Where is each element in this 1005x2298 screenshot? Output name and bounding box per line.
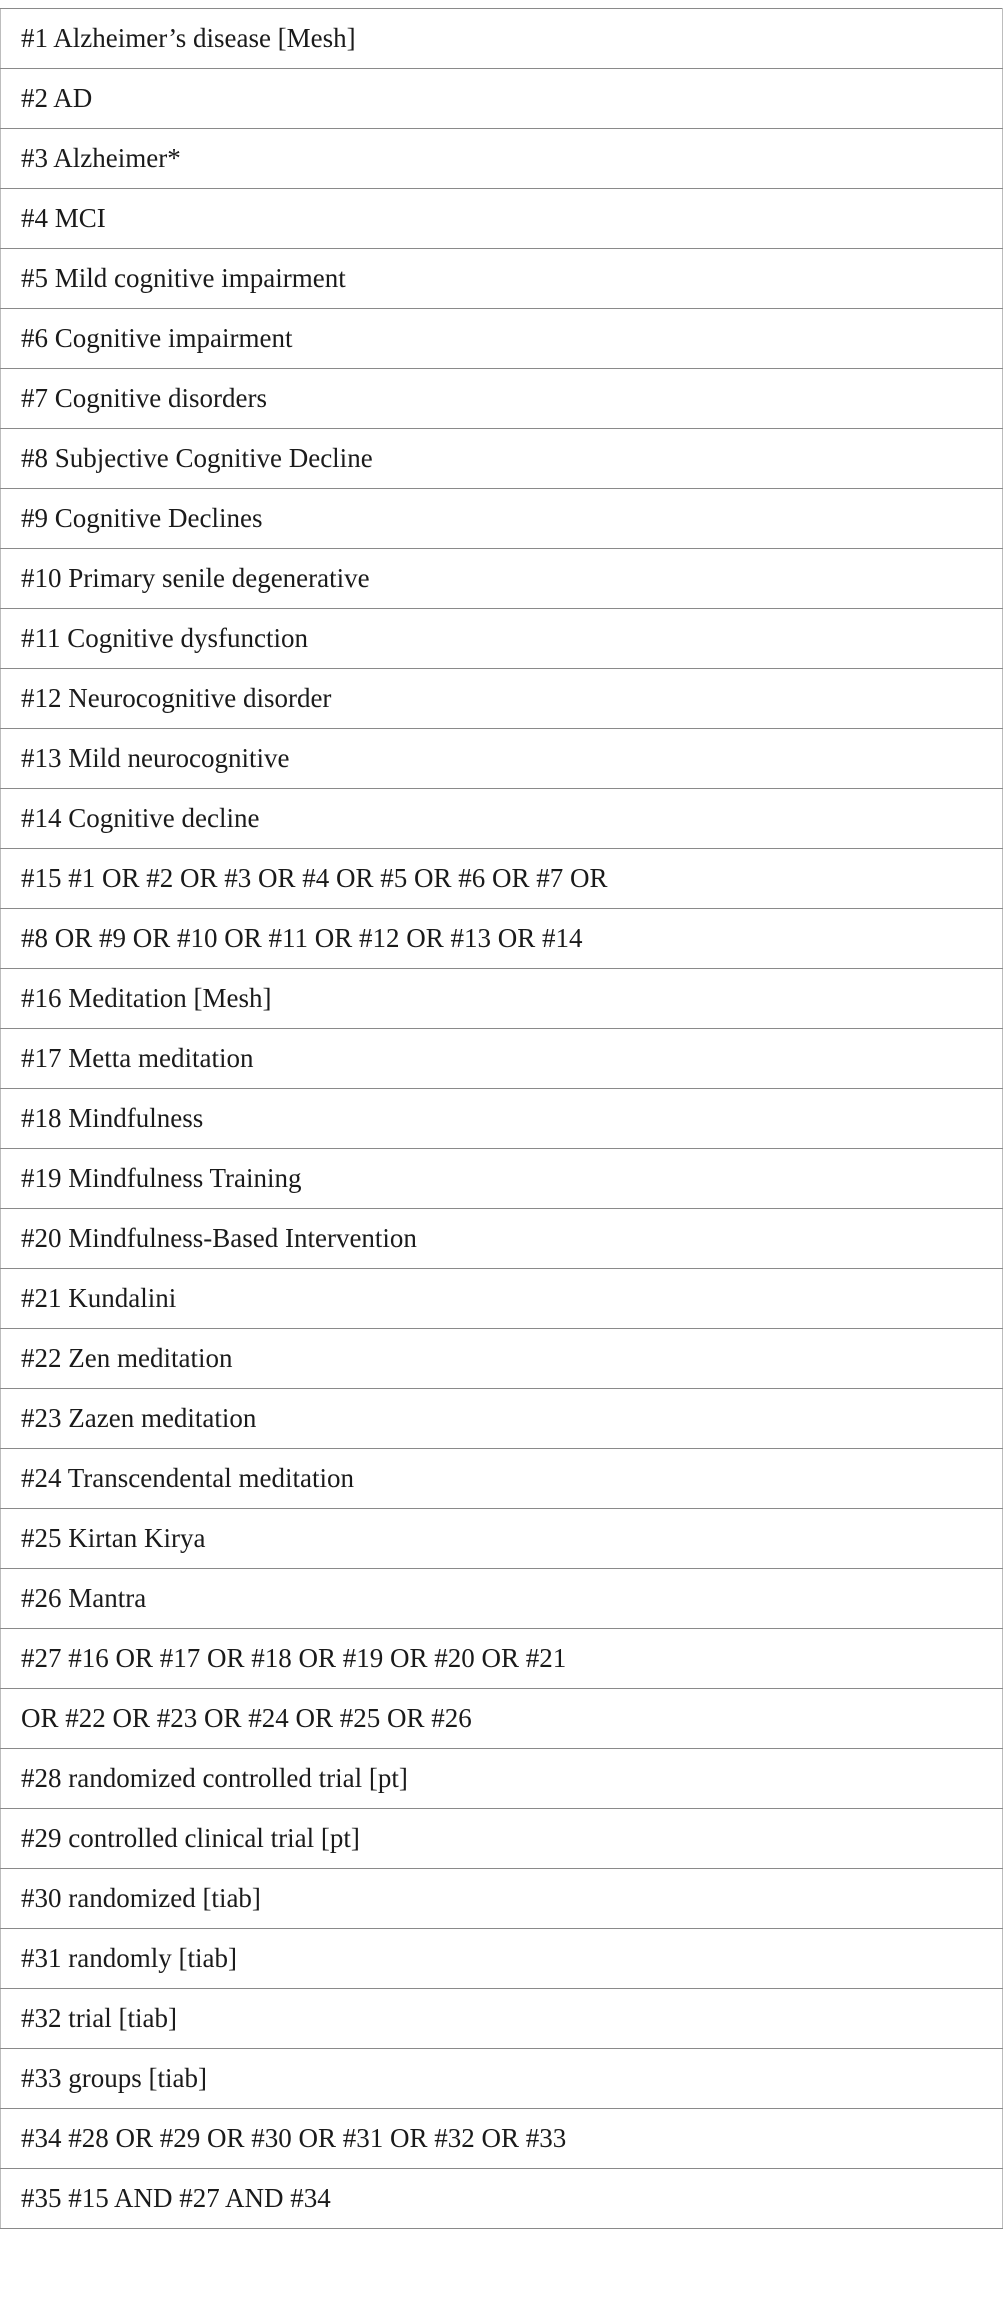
table-row [1, 909, 1003, 969]
table-row [1, 429, 1003, 489]
table-cell: #28 randomized controlled trial [pt] [1, 1749, 1003, 1809]
table-row [1, 1989, 1003, 2049]
table-row [1, 1869, 1003, 1929]
table-cell: OR #22 OR #23 OR #24 OR #25 OR #26 [1, 1689, 1003, 1749]
table-cell: #7 Cognitive disorders [1, 369, 1003, 429]
table-row [1, 189, 1003, 249]
table-row [1, 2049, 1003, 2109]
table-cell: #6 Cognitive impairment [1, 309, 1003, 369]
table-cell: #15 #1 OR #2 OR #3 OR #4 OR #5 OR #6 OR #7 OR [1, 849, 1003, 909]
table-cell: #11 Cognitive dysfunction [1, 609, 1003, 669]
table-row [1, 969, 1003, 1029]
table-cell: #13 Mild neurocognitive [1, 729, 1003, 789]
table-cell: #31 randomly [tiab] [1, 1929, 1003, 1989]
table-cell: #19 Mindfulness Training [1, 1149, 1003, 1209]
table-row [1, 1749, 1003, 1809]
table-row [1, 1449, 1003, 1509]
table-cell: #34 #28 OR #29 OR #30 OR #31 OR #32 OR #33 [1, 2109, 1003, 2169]
table-row [1, 1389, 1003, 1449]
table-cell: #33 groups [tiab] [1, 2049, 1003, 2109]
table-cell: #26 Mantra [1, 1569, 1003, 1629]
table-cell: #32 trial [tiab] [1, 1989, 1003, 2049]
table-cell: #10 Primary senile degenerative [1, 549, 1003, 609]
table-row [1, 489, 1003, 549]
table-cell: #27 #16 OR #17 OR #18 OR #19 OR #20 OR #21 [1, 1629, 1003, 1689]
table-row [1, 1209, 1003, 1269]
table-row [1, 69, 1003, 129]
table-cell: #1 Alzheimer’s disease [Mesh] [1, 9, 1003, 69]
table-row [1, 129, 1003, 189]
table-row [1, 1089, 1003, 1149]
table-row [1, 1569, 1003, 1629]
table-cell: #14 Cognitive decline [1, 789, 1003, 849]
table-cell: #17 Metta meditation [1, 1029, 1003, 1089]
table-row [1, 9, 1003, 69]
table-row [1, 309, 1003, 369]
table-row [1, 1689, 1003, 1749]
table-row [1, 249, 1003, 309]
table-row [1, 1629, 1003, 1689]
table-row [1, 1149, 1003, 1209]
table-cell: #22 Zen meditation [1, 1329, 1003, 1389]
table-row [1, 789, 1003, 849]
search-strategy-table [0, 8, 1003, 2229]
table-cell: #9 Cognitive Declines [1, 489, 1003, 549]
table-row [1, 549, 1003, 609]
table-row [1, 1269, 1003, 1329]
table-cell: #5 Mild cognitive impairment [1, 249, 1003, 309]
table-row [1, 1929, 1003, 1989]
table-cell: #4 MCI [1, 189, 1003, 249]
table-cell: #3 Alzheimer* [1, 129, 1003, 189]
table-row [1, 609, 1003, 669]
table-row [1, 2169, 1003, 2229]
table-row [1, 369, 1003, 429]
table-cell: #35 #15 AND #27 AND #34 [1, 2169, 1003, 2229]
table-cell: #25 Kirtan Kirya [1, 1509, 1003, 1569]
table-row [1, 1329, 1003, 1389]
table-row [1, 849, 1003, 909]
table-row [1, 2109, 1003, 2169]
table-row [1, 729, 1003, 789]
table-cell: #21 Kundalini [1, 1269, 1003, 1329]
search-strategy-body [1, 9, 1003, 2229]
table-cell: #24 Transcendental meditation [1, 1449, 1003, 1509]
table-cell: #23 Zazen meditation [1, 1389, 1003, 1449]
table-cell: #18 Mindfulness [1, 1089, 1003, 1149]
table-cell: #8 Subjective Cognitive Decline [1, 429, 1003, 489]
table-row [1, 1029, 1003, 1089]
table-row [1, 1509, 1003, 1569]
table-cell: #12 Neurocognitive disorder [1, 669, 1003, 729]
table-row [1, 1809, 1003, 1869]
table-cell: #16 Meditation [Mesh] [1, 969, 1003, 1029]
table-cell: #8 OR #9 OR #10 OR #11 OR #12 OR #13 OR #14 [1, 909, 1003, 969]
table-cell: #30 randomized [tiab] [1, 1869, 1003, 1929]
table-cell: #29 controlled clinical trial [pt] [1, 1809, 1003, 1869]
table-cell: #20 Mindfulness-Based Intervention [1, 1209, 1003, 1269]
table-cell: #2 AD [1, 69, 1003, 129]
table-row [1, 669, 1003, 729]
